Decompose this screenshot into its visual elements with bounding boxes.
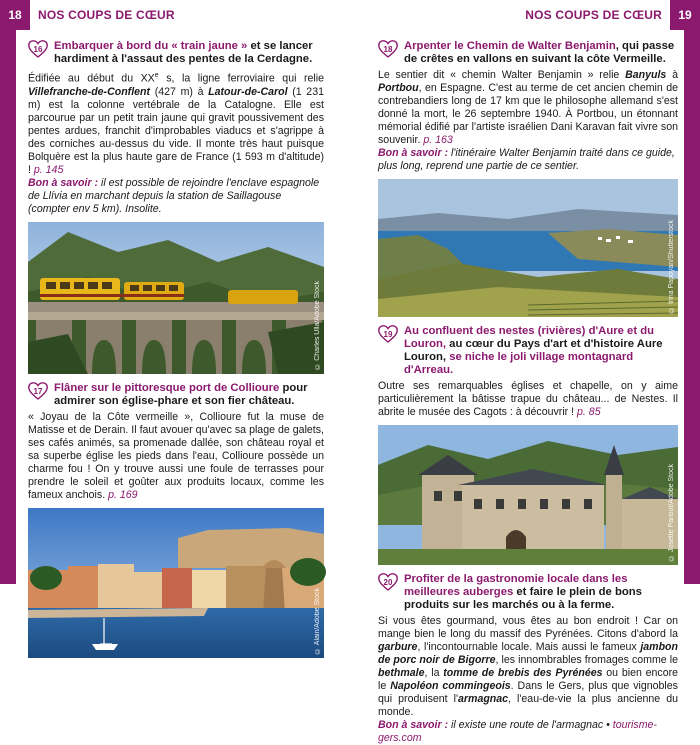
body-text-run: Portbou: [378, 82, 419, 94]
photo-credit: © Irina Papoyan/Shutterstock: [668, 220, 675, 313]
entry-18-body: [378, 69, 678, 147]
page-number-right: 19: [670, 0, 700, 30]
heart-icon: [378, 40, 398, 58]
body-text-run: ou bien encore le: [378, 667, 679, 692]
collioure-photo: [28, 508, 324, 658]
left-sidebar-strip: [0, 30, 16, 584]
tip-text: il est possible de rejoindre l'enclave espagnole de Llívia en marchant depuis la station de Saillagouse (compter env 5 km). Insolite.: [28, 176, 320, 215]
tip-text: il existe une route de l'armagnac •: [448, 719, 613, 731]
body-text-run: tomme de brebis des Pyrénées: [443, 667, 603, 679]
entry-18-title: [378, 40, 678, 66]
entry-number: 16: [33, 45, 43, 54]
tip-text: l'itinéraire Walter Benjamin traité dans ce guide, plus long, reprend une partie de ce sentier.: [378, 147, 675, 172]
entry-title-text: pour admirer son église-phare et son fier château.: [54, 381, 308, 407]
heart-icon: [378, 573, 398, 591]
body-text-run: à: [666, 69, 678, 81]
right-page: [350, 0, 700, 744]
body-text-run: Édifiée au début du XX: [28, 72, 155, 85]
entry-title-highlight: Profiter de la gastronomie locale dans les meilleures auberges: [404, 573, 628, 598]
page-reference[interactable]: p. 145: [33, 163, 64, 176]
body-text-run: bethmale: [378, 667, 425, 679]
tip-label: Bon à savoir :: [28, 176, 99, 189]
header-title-right: NOS COUPS DE CŒUR: [525, 8, 662, 22]
body-text-run: armagnac: [458, 693, 509, 705]
body-text-run: (1 231 m) est la colonne vertébrale de la Catalogne. Elle est parcourue par un petit train jaune qui gravit poussivement des pentes ardues, franchit d'improbables viaducs et s'agrippe à des corniches au-dessus du vide. Il monte très haut puisque Bolquère est la plus haute gare de France (1 593 m d'altitude) !: [28, 85, 324, 176]
entry-title-text: et faire le plein de bons produits sur les marchés ou à la ferme.: [404, 586, 642, 611]
entry-17-body: [28, 411, 324, 502]
body-text-run: jambon de porc noir de Bigorre: [378, 641, 678, 666]
body-text-run: , la: [424, 667, 444, 679]
tip-label: Bon à savoir :: [378, 719, 449, 731]
tip-link[interactable]: tourisme-gers.com: [378, 719, 657, 744]
entry-18-tip: [378, 147, 678, 173]
body-text-run: s, la ligne ferroviaire qui relie: [158, 72, 324, 85]
heart-icon: [378, 325, 398, 343]
entry-16-tip: [28, 177, 324, 216]
body-text-run: , l'eau-de-vie la plus ancienne du monde.: [378, 693, 678, 718]
header-title-left: NOS COUPS DE CŒUR: [38, 8, 175, 22]
body-text-run: , l'incontournable locale. Mais aussi le fameux: [417, 641, 641, 653]
heart-icon: [28, 382, 48, 400]
entry-title-text: et se lancer hardiment à l'assaut des pentes de la Cerdagne.: [54, 40, 313, 65]
entry-16-body: [28, 69, 324, 177]
left-content: [28, 40, 324, 658]
entry-20-title: [378, 573, 678, 612]
cote-vermeille-photo: [378, 179, 678, 317]
entry-title-highlight: Flâner sur le pittoresque port de Collioure: [54, 381, 280, 394]
entry-16-title: [28, 40, 324, 66]
left-page: [0, 0, 350, 654]
entry-title-highlight: Au confluent des nestes (rivières) d'Aure et du Louron,: [404, 325, 655, 350]
body-text-run: . Dans le Gers, plus que vignobles qui produisent l': [378, 680, 678, 705]
page-reference[interactable]: p. 163: [423, 134, 453, 146]
entry-title-text: au cœur du Pays d'art et d'histoire Aure Louron,: [404, 338, 663, 363]
page-reference[interactable]: p. 85: [577, 406, 601, 418]
body-text-run: Villefranche-de-Conflent: [28, 85, 151, 98]
heart-icon: [28, 40, 48, 58]
photo-credit: © Charles Ulla/Adobe Stock: [314, 280, 321, 370]
body-text-run: (427 m) à: [150, 85, 209, 98]
entry-title-highlight: Embarquer à bord du « train jaune »: [54, 40, 248, 52]
right-header: [350, 0, 700, 30]
body-text-run: Banyuls: [625, 69, 667, 81]
entry-title-highlight-2: se niche le joli village montagnard d'Arreau.: [404, 351, 634, 376]
right-sidebar-strip: [684, 30, 700, 584]
body-text-run: garbure: [378, 641, 418, 653]
entry-19-title: [378, 325, 678, 377]
photo-credit: © Alain/Adobe Stock: [314, 587, 321, 654]
body-text-run: e: [154, 72, 159, 79]
page-number-left: 18: [0, 0, 30, 30]
entry-title-highlight: Arpenter le Chemin de Walter Benjamin: [404, 40, 616, 52]
entry-number: 18: [383, 45, 393, 54]
entry-17-title: [28, 382, 324, 408]
entry-17: [28, 382, 324, 658]
entry-20: [378, 573, 678, 745]
body-text-run: « Joyau de la Côte vermeille », Collioure fut la muse de Matisse et de Derain. Il faut avouer qu'avec sa plage de galets, ses cafés animés, sa promenade dallée, son château royal et sa superbe église les pieds dans l'eau, Collioure possède un charme fou ! On y trouve aussi une foule de terrasses pour prendre le soleil et goûter aux produits locaux, comme les fameux anchois.: [28, 410, 324, 501]
entry-number: 20: [383, 578, 393, 587]
right-content: [378, 40, 678, 745]
body-text-run: , les innombrables fromages comme le: [495, 654, 678, 666]
photo-credit: © Josette Parisot/Adobe Stock: [668, 464, 675, 561]
entry-18: [378, 40, 678, 317]
entry-title-text: , qui passe de crêtes en vallons en suivant la côte Vermeille.: [404, 40, 675, 65]
entry-number: 19: [383, 330, 393, 339]
body-text-run: Le sentier dit « chemin Walter Benjamin » relie: [378, 69, 626, 81]
entry-20-body: [378, 615, 678, 719]
body-text-run: , en Espagne. C'est au terme de cet ancien chemin de contrebandiers long de 17 km que le philosophe allemand s'est donné la mort, le 26 septembre 1940. À Portbou, un étonnant mémorial édifié par l'artiste israélien Dani Karavan fait vivre son souvenir.: [378, 82, 678, 146]
body-text-run: Si vous êtes gourmand, vous êtes au bon endroit ! Car on mange bien le long du massif des Pyrénées. Citons d'abord la: [378, 615, 678, 640]
body-text-run: Latour-de-Carol: [208, 85, 288, 98]
entry-20-tip: [378, 719, 678, 745]
body-text-run: Outre ses remarquables églises et chapelle, on y aime particulièrement la bâtisse trapue du château... de Nestes. Il abrite le musée des Cagots : à découvrir !: [378, 380, 678, 418]
entry-19: [378, 325, 678, 565]
left-header: [0, 0, 350, 30]
entry-16: [28, 40, 324, 374]
entry-number: 17: [33, 386, 43, 396]
body-text-run: Napoléon commingeois: [390, 680, 511, 692]
tip-label: Bon à savoir :: [378, 147, 449, 159]
page-reference[interactable]: p. 169: [108, 488, 138, 501]
arreau-chateau-photo: [378, 425, 678, 565]
entry-19-body: [378, 380, 678, 419]
yellow-train-photo: [28, 222, 324, 374]
